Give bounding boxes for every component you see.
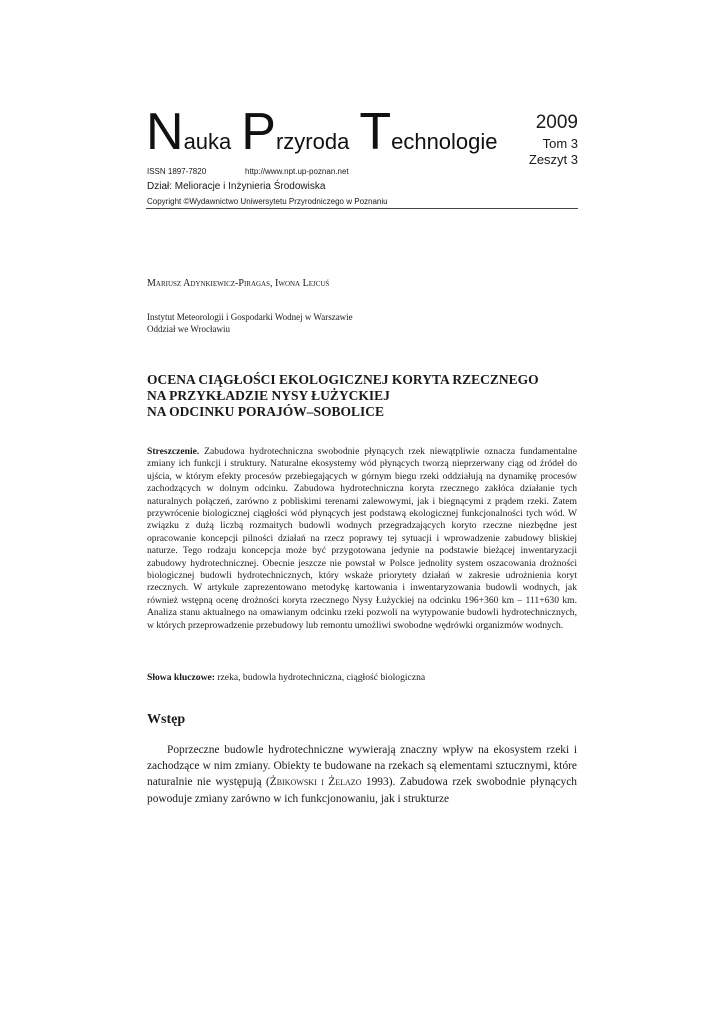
journal-title	[146, 103, 498, 161]
intro-text-part-1: Poprzeczne budowle hydrotechniczne wywierają znaczny wpływ na ekosystem rzeki i zachodzące w nim zmiany. Obiekty te budowane na rzekach są elementami sztucznymi, które naturalnie nie występują (	[147, 744, 577, 789]
journal-meta-line	[147, 167, 349, 176]
journal-title-p-cap: P	[241, 103, 276, 161]
journal-title-t-cap: T	[359, 103, 392, 161]
keywords	[147, 672, 577, 684]
journal-year: 2009	[535, 112, 578, 133]
article-affiliation	[147, 311, 353, 335]
article-authors: Mariusz Adynkiewicz-Piragas, Iwona Lejcuś	[147, 278, 330, 289]
abstract	[147, 446, 577, 632]
intro-text-part-2: ). Zabudowa rzek swobodnie płynących powoduje zmiany zarówno w ich funkcjonowaniu, jak i strukturze	[147, 776, 577, 805]
abstract-text: Zabudowa hydrotechniczna swobodnie płynących rzek niewątpliwie oznacza fundamentalne zmiany ich funkcji i struktury. Naturalne ekosystemy wód płynących tworzą nieprzerwany ciąg od źródeł do ujścia, w którym efekty procesów przebiegających w górnym biegu rzeki oddziałują na dynamikę procesów zachodzących w dolnym odcinku. Zabudowa hydrotechniczna koryta rzecznego zakłóca działanie tych naturalnych połączeń, zarówno z pobliskimi terenami zalewowymi, jak i biegnącymi z prądem rzeki. Zatem przywrócenie biologicznej ciągłości wód płynących jest podstawą ekologicznej funkcjonalności tych wód. W związku z dużą liczbą rozmaitych budowli wodnych przegradzających koryto rzeczne niezbędne jest opracowanie koncepcji pilności działań na rzecz poprawy tej sytuacji i wprowadzenie zabudowy bliskiej naturze. Tego rodzaju koncepcja może być przygotowana jedynie na podstawie bieżącej inwentaryzacji zabudowy hydrotechnicznej. Obecnie jeszcze nie powstał w Polsce jednolity system oszacowania drożności biologicznej budowli hydrotechnicznych, który wskaże priorytety działań w zakresie udrożnienia koryt rzecznych. W artykule zaprezentowano metodykę kartowania i inwentaryzowania budowli wodnych, jak również wstępną ocenę drożności koryta rzecznego Nysy Łużyckiej na odcinku 196+360 km – 111+630 km. Analiza stanu aktualnego na omawianym odcinku rzeki pozwoli na wytypowanie budowli hydrotechnicznych, w których przeprowadzenie przebudowy lub remontu umożliwi swobodne wędrówki organizmów wodnych.	[147, 446, 577, 631]
abstract-label: Streszczenie.	[147, 446, 200, 457]
journal-title-t-rest: echnologie	[391, 129, 498, 154]
journal-title-p-rest: rzyroda	[275, 129, 350, 154]
keywords-label: Słowa kluczowe:	[147, 672, 215, 683]
journal-issn: ISSN 1897-7820	[147, 167, 207, 176]
keywords-text: rzeka, budowla hydrotechniczna, ciągłość biologiczna	[214, 672, 426, 683]
journal-title-n-rest: auka	[183, 129, 232, 154]
journal-title-n-cap: N	[146, 103, 184, 161]
journal-url[interactable]: http://www.npt.up-poznan.net	[245, 167, 349, 176]
journal-section: Dział: Melioracje i Inżynieria Środowiska	[147, 181, 326, 192]
journal-copyright: Copyright ©Wydawnictwo Uniwersytetu Przyrodniczego w Poznaniu	[147, 197, 388, 206]
article-title	[147, 372, 587, 420]
header-divider	[146, 208, 578, 209]
intro-citation: Żbikowski i Żelazo	[269, 776, 362, 789]
intro-citation-year: 1993	[361, 776, 389, 789]
intro-paragraph	[147, 742, 577, 807]
journal-volume: Tom 3	[542, 136, 578, 151]
article-title-line-3: NA ODCINKU PORAJÓW–SOBOLICE	[147, 404, 385, 419]
intro-heading: Wstęp	[147, 712, 186, 727]
affiliation-line-2: Oddział we Wrocławiu	[147, 324, 230, 334]
article-title-line-2: NA PRZYKŁADZIE NYSY ŁUŻYCKIEJ	[147, 388, 390, 403]
affiliation-line-1: Instytut Meteorologii i Gospodarki Wodnej w Warszawie	[147, 312, 353, 322]
journal-issue: Zeszyt 3	[528, 152, 578, 167]
article-title-line-1: OCENA CIĄGŁOŚCI EKOLOGICZNEJ KORYTA RZECZNEGO	[147, 372, 539, 387]
